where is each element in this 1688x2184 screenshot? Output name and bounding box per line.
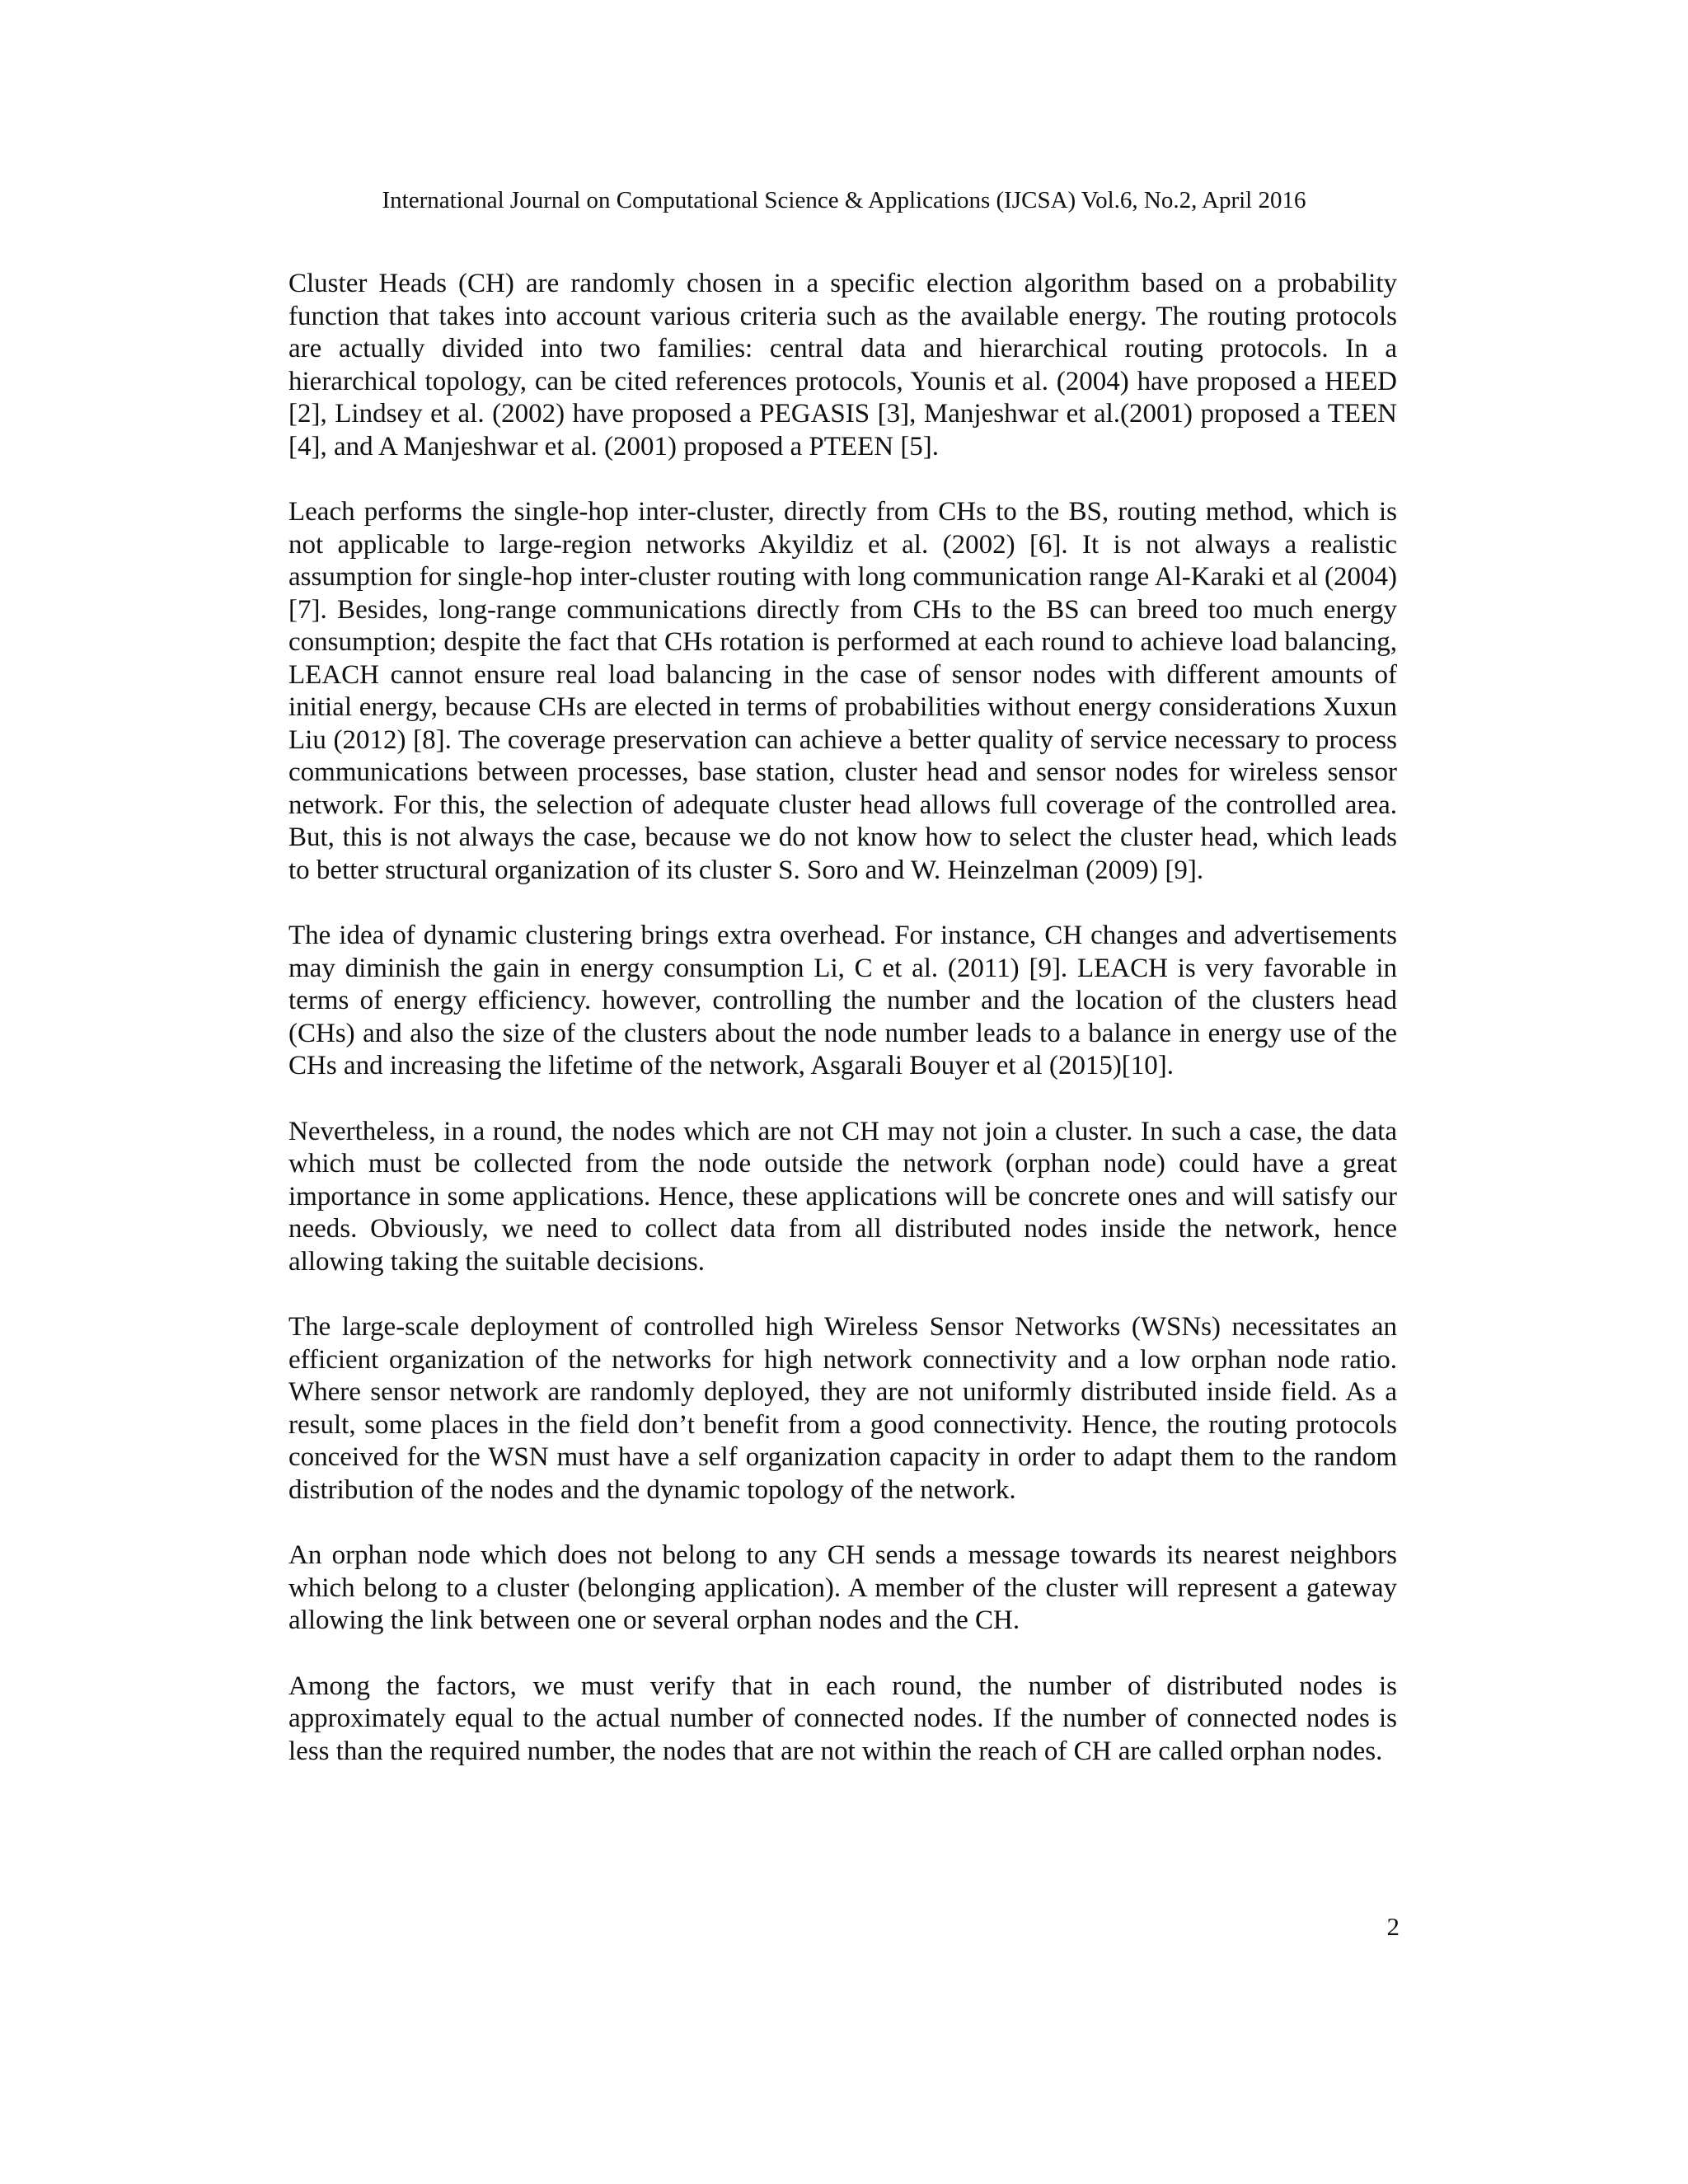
paragraph-6: An orphan node which does not belong to any CH sends a message towards its nearest neighbors which belong to a cluster (belonging application). A member of the cluster will represent a gateway allowing the link between one or several orphan nodes and the CH.: [288, 1540, 1397, 1635]
paragraph-5: The large-scale deployment of controlled high Wireless Sensor Networks (WSNs) necessitates an efficient organization of the networks for high network connectivity and a low orphan node ratio. Where sensor network are randomly deployed, they are not uniformly distributed inside field. As a result, some places in the field don’t benefit from a good connectivity. Hence, the routing protocols conceived for the WSN must have a self organization capacity in order to adapt them to the random distribution of the nodes and the dynamic topology of the network.: [288, 1312, 1397, 1505]
paragraph-1: Cluster Heads (CH) are randomly chosen in a specific election algorithm based on a probability function that takes into account various criteria such as the available energy. The routing protocols are actually divided into two families: central data and hierarchical routing protocols. In a hierarchical topology, can be cited references protocols, Younis et al. (2004) have proposed a HEED [2], Lindsey et al. (2002) have proposed a PEGASIS [3], Manjeshwar et al.(2001) proposed a TEEN [4], and A Manjeshwar et al. (2001) proposed a PTEEN [5].: [288, 269, 1397, 462]
paragraph-2: Leach performs the single-hop inter-cluster, directly from CHs to the BS, routing method, which is not applicable to large-region networks Akyildiz et al. (2002) [6]. It is not always a realistic assumption for single-hop inter-cluster routing with long communication range Al-Karaki et al (2004) [7]. Besides, long-range communications directly from CHs to the BS can breed too much energy consumption; despite the fact that CHs rotation is performed at each round to achieve load balancing, LEACH cannot ensure real load balancing in the case of sensor nodes with different amounts of initial energy, because CHs are elected in terms of probabilities without energy considerations Xuxun Liu (2012) [8]. The coverage preservation can achieve a better quality of service necessary to process communications between processes, base station, cluster head and sensor nodes for wireless sensor network. For this, the selection of adequate cluster head allows full coverage of the controlled area. But, this is not always the case, because we do not know how to select the cluster head, which leads to better structural organization of its cluster S. Soro and W. Heinzelman (2009) [9].: [288, 497, 1397, 885]
paragraph-7: Among the factors, we must verify that in each round, the number of distributed nodes is approximately equal to the actual number of connected nodes. If the number of connected nodes is less than the required number, the nodes that are not within the reach of CH are called orphan nodes.: [288, 1671, 1397, 1766]
paragraph-4: Nevertheless, in a round, the nodes which are not CH may not join a cluster. In such a case, the data which must be collected from the node outside the network (orphan node) could have a great importance in some applications. Hence, these applications will be concrete ones and will satisfy our needs. Obviously, we need to collect data from all distributed nodes inside the network, hence allowing taking the suitable decisions.: [288, 1116, 1397, 1277]
running-header: International Journal on Computational Science & Applications (IJCSA) Vol.6, No.2, April 2016: [382, 187, 1306, 213]
body-text: [288, 268, 1397, 1768]
page-number: 2: [1386, 1912, 1400, 1941]
paragraph-3: The idea of dynamic clustering brings extra overhead. For instance, CH changes and advertisements may diminish the gain in energy consumption Li, C et al. (2011) [9]. LEACH is very favorable in terms of energy efficiency. however, controlling the number and the location of the clusters head (CHs) and also the size of the clusters about the node number leads to a balance in energy use of the CHs and increasing the lifetime of the network, Asgarali Bouyer et al (2015)[10].: [288, 921, 1397, 1080]
